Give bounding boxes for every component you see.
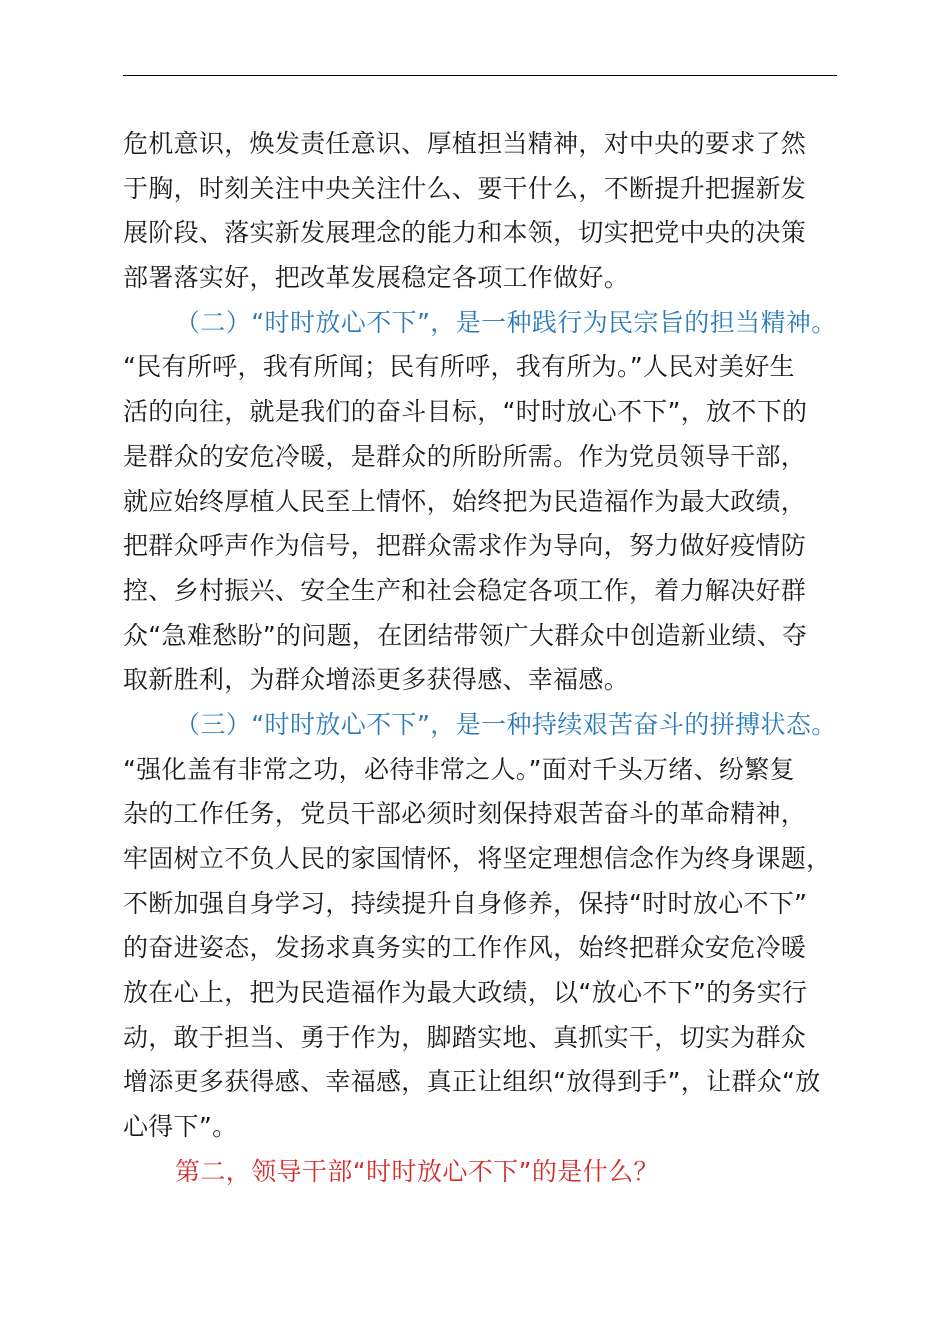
paragraph-line: 就应始终厚植人民至上情怀，始终把为民造福作为最大政绩， (123, 486, 807, 516)
header-rule (123, 75, 837, 76)
paragraph-line: 活的向往，就是我们的奋斗目标，“时时放心不下”，放不下的 (123, 397, 808, 427)
paragraph-line: 不断加强自身学习，持续提升自身修养，保持“时时放心不下” (123, 888, 808, 918)
paragraph-line: 部署落实好，把改革发展稳定各项工作做好。 (123, 263, 630, 293)
paragraph-line: 杂的工作任务，党员干部必须时刻保持艰苦奋斗的革命精神， (123, 799, 807, 829)
paragraph-line: 是群众的安危冷暖，是群众的所盼所需。作为党员领导干部， (123, 441, 807, 471)
subheading-three: （三）“时时放心不下”，是一种持续艰苦奋斗的拼搏状态。 (175, 709, 837, 739)
paragraph-line: 危机意识，焕发责任意识、厚植担当精神，对中央的要求了然 (123, 129, 807, 158)
paragraph-line: “民有所呼，我有所闻；民有所呼，我有所为。”人民对美好生 (123, 352, 795, 382)
document-body (123, 122, 853, 1195)
paragraph-line: 众“急难愁盼”的问题，在团结带领广大群众中创造新业绩、夺 (123, 620, 808, 650)
paragraph-line: 控、乡村振兴、安全生产和社会稳定各项工作，着力解决好群 (123, 575, 807, 605)
paragraph-line: 增添更多获得感、幸福感，真正让组织“放得到手”，让群众“放 (123, 1067, 821, 1097)
paragraph-line: “强化盖有非常之功，必待非常之人。”面对千头万绪、纷繁复 (123, 754, 795, 784)
paragraph-line: 的奋进姿态，发扬求真务实的工作作风，始终把群众安危冷暖 (123, 933, 807, 963)
paragraph-line: 动，敢于担当、勇于作为，脚踏实地、真抓实干，切实为群众 (123, 1022, 807, 1052)
paragraph-line: 把群众呼声作为信号，把群众需求作为导向，努力做好疫情防 (123, 531, 807, 561)
subheading-two: （二）“时时放心不下”，是一种践行为民宗旨的担当精神。 (175, 307, 837, 337)
paragraph-line: 牢固树立不负人民的家国情怀，将坚定理想信念作为终身课题， (123, 844, 832, 873)
paragraph-line: 放在心上，把为民造福作为最大政绩，以“放心不下”的务实行 (123, 978, 808, 1008)
section-heading-second: 第二，领导干部“时时放心不下”的是什么？ (175, 1156, 659, 1186)
paragraph-line: 心得下”。 (123, 1112, 238, 1142)
paragraph-line: 展阶段、落实新发展理念的能力和本领，切实把党中央的决策 (123, 218, 807, 248)
paragraph-line: 取新胜利，为群众增添更多获得感、幸福感。 (123, 665, 630, 695)
paragraph-line: 于胸，时刻关注中央关注什么、要干什么，不断提升把握新发 (123, 173, 807, 203)
